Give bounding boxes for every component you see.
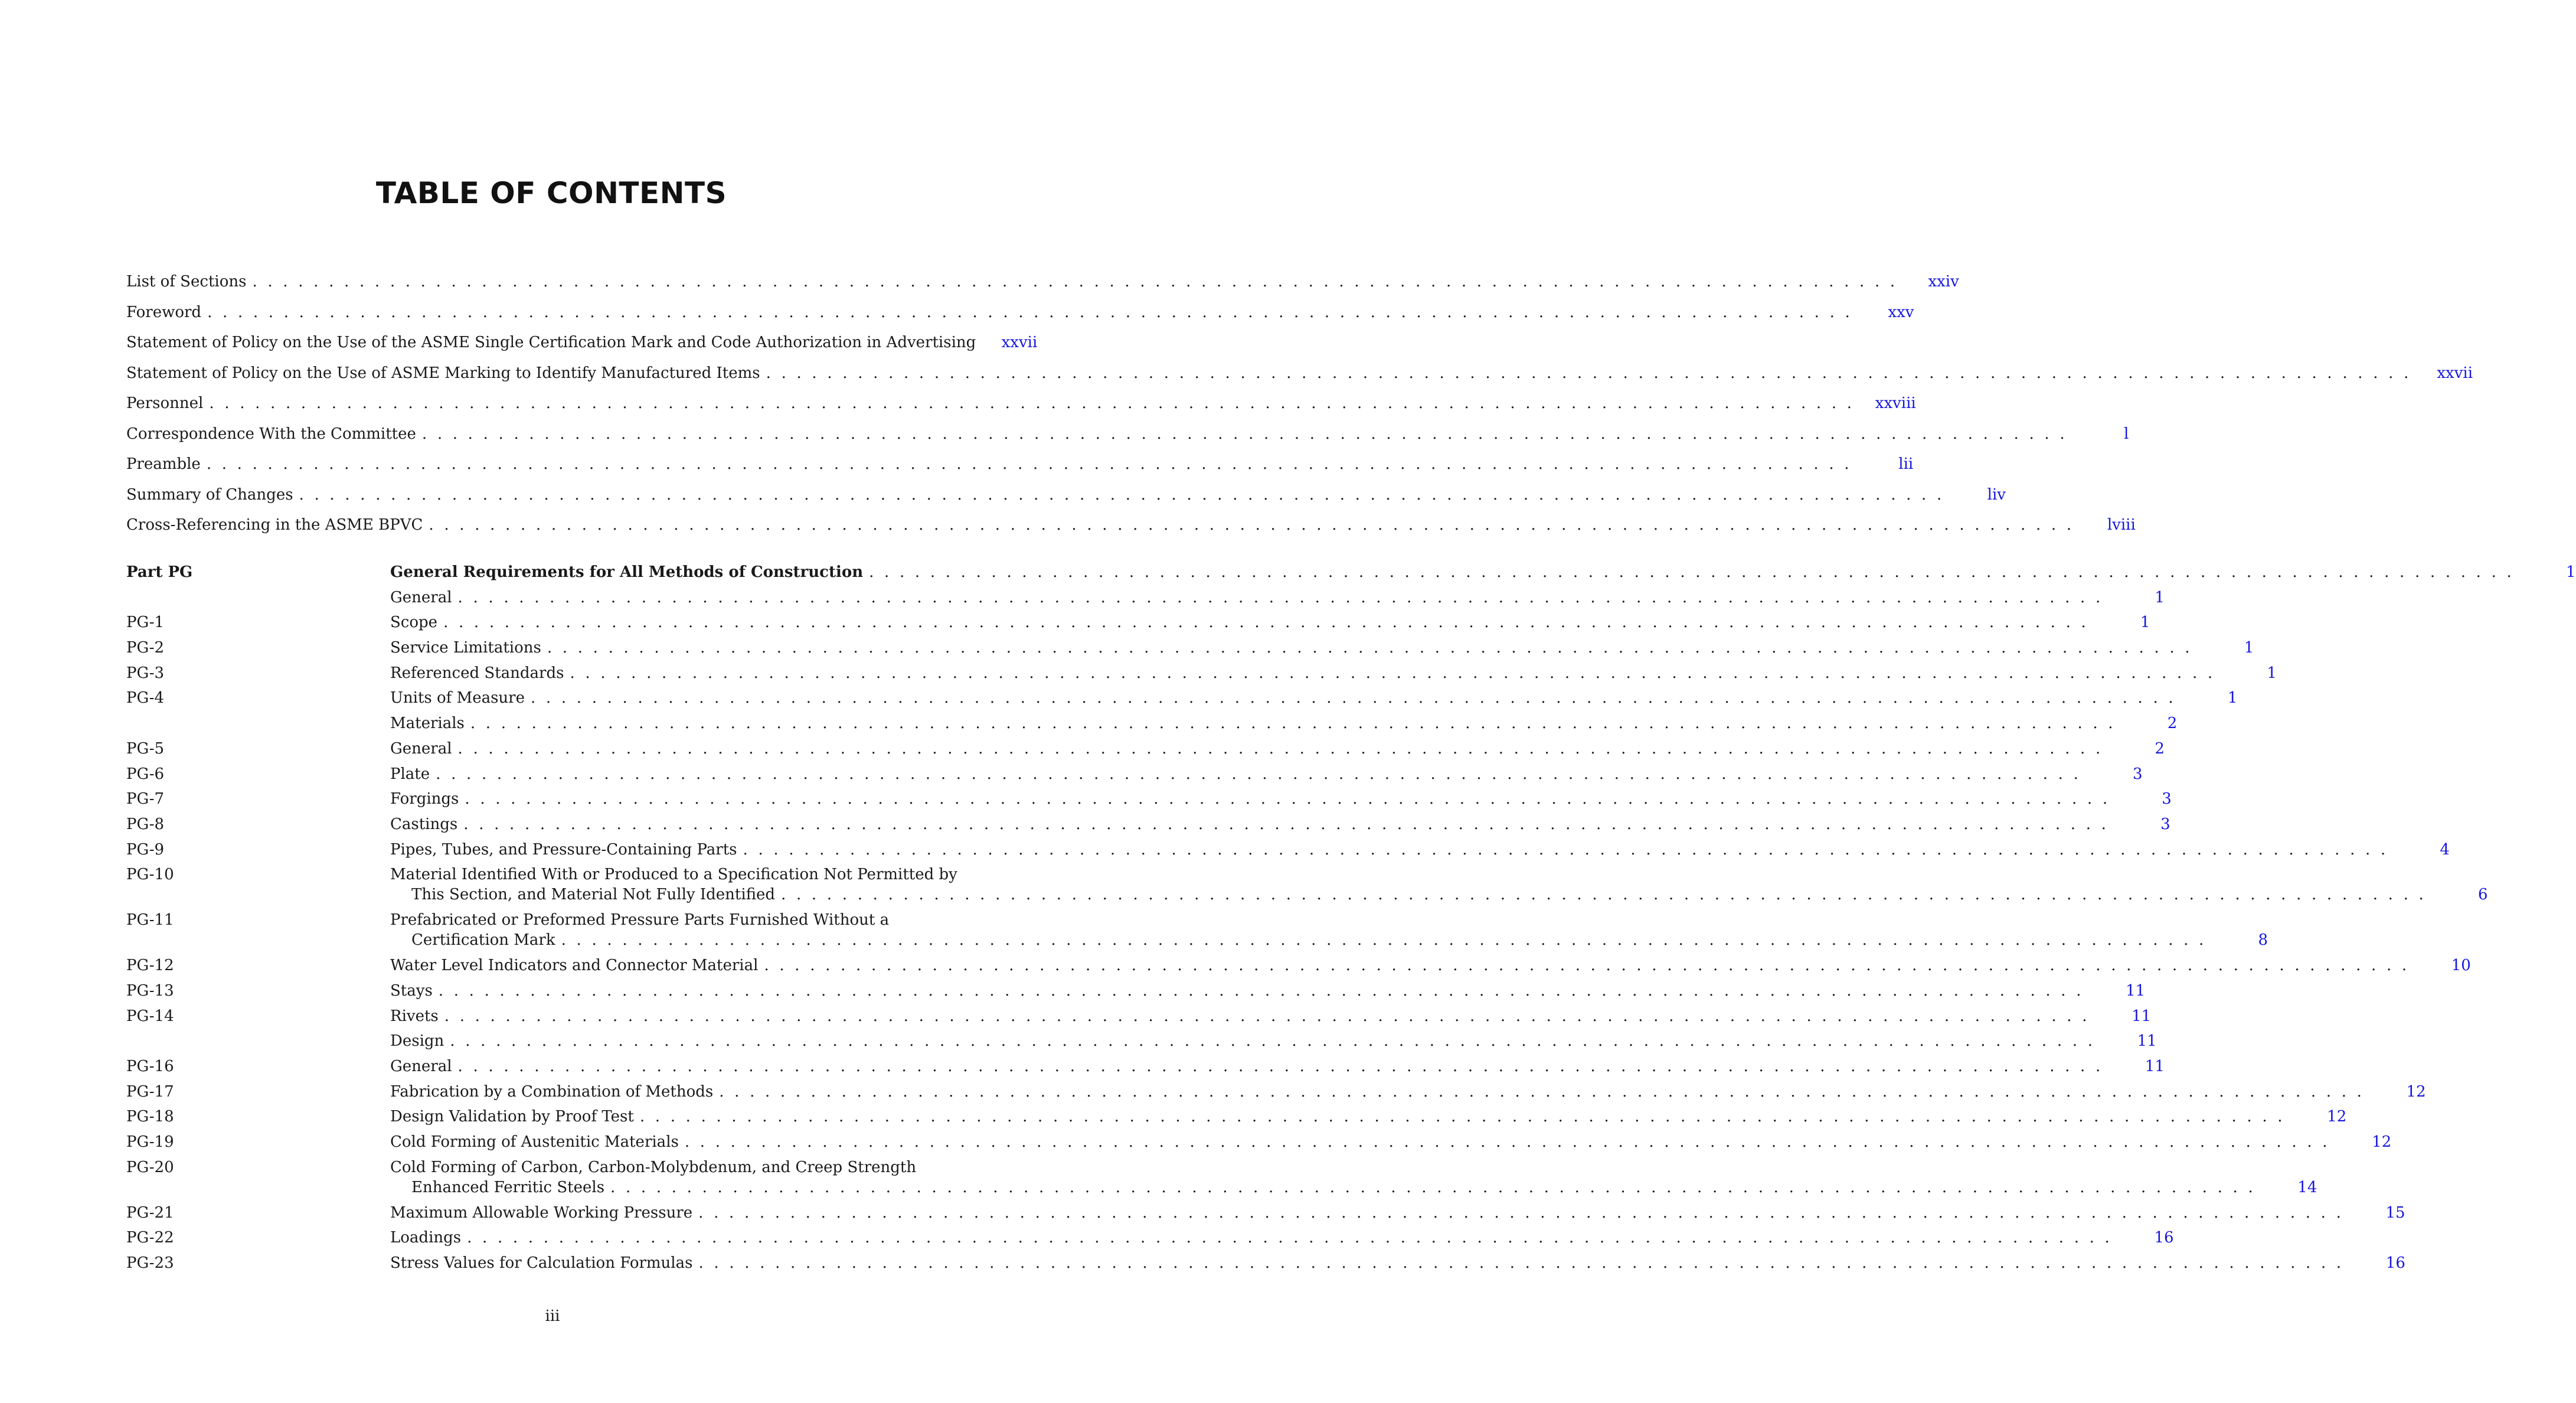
- dot-leader: [436, 764, 2081, 784]
- dot-leader: [444, 1006, 2090, 1026]
- page-link[interactable]: 12: [2406, 1082, 2426, 1101]
- page-link[interactable]: 11: [2145, 1058, 2165, 1075]
- page-link[interactable]: 15: [2385, 1203, 2405, 1222]
- page-link[interactable]: xxv: [1888, 303, 1914, 321]
- entry-label: Cold Forming of Austenitic Materials: [390, 1133, 679, 1151]
- section-id: PG-21: [126, 1203, 174, 1222]
- entry-label: Loadings: [390, 1229, 462, 1247]
- page-link[interactable]: 1: [2267, 664, 2277, 682]
- entry-label: Certification Mark: [411, 931, 555, 950]
- entry-label: Design Validation by Proof Test: [390, 1108, 634, 1126]
- dot-leader: [458, 1056, 2103, 1076]
- page-link[interactable]: lii: [1898, 455, 1914, 473]
- dot-leader: [547, 638, 2192, 658]
- toc-entry[interactable]: [126, 515, 2136, 546]
- entry-label: Enhanced Ferritic Steels: [411, 1178, 605, 1196]
- part-title: General Requirements for All Methods of Construction: [390, 563, 864, 581]
- page-link[interactable]: 12: [2327, 1108, 2347, 1126]
- toc-entry[interactable]: [126, 332, 1038, 363]
- dot-leader: [743, 840, 2388, 860]
- dot-leader: [698, 1253, 2343, 1273]
- entry-label: Cross-Referencing in the ASME BPVC: [126, 516, 423, 534]
- entry-label: List of Sections: [126, 273, 247, 291]
- toc-entry[interactable]: [126, 789, 2172, 814]
- dot-leader: [570, 663, 2215, 683]
- dot-leader: [531, 688, 2176, 708]
- page-title: TABLE OF CONTENTS: [375, 176, 727, 210]
- page-link[interactable]: xxiv: [1928, 273, 1959, 291]
- page-number-footer: iii: [545, 1307, 560, 1325]
- dot-leader: [299, 485, 1944, 505]
- page-link[interactable]: 2: [2167, 714, 2178, 733]
- dot-leader: [465, 789, 2110, 809]
- dot-leader: [458, 739, 2103, 759]
- toc-entry[interactable]: [126, 764, 2143, 789]
- dot-leader: [207, 454, 1852, 474]
- toc-entry[interactable]: [126, 1253, 2405, 1278]
- dot-leader: [764, 955, 2409, 975]
- dot-leader: [719, 1082, 2364, 1102]
- entry-label-line: Material Identified With or Produced to a Specification Not Permitted by: [390, 866, 957, 884]
- page-link[interactable]: 10: [2451, 957, 2471, 975]
- toc-entry[interactable]: [126, 1082, 2426, 1107]
- entry-label: Foreword: [126, 303, 202, 321]
- entry-label: Service Limitations: [390, 639, 541, 657]
- toc-entry[interactable]: [126, 713, 2178, 739]
- entry-label: This Section, and Material Not Fully Identified: [411, 886, 776, 904]
- page-link[interactable]: l: [2123, 425, 2129, 443]
- part-entries-list: [126, 562, 2576, 1278]
- page-link[interactable]: 1: [2227, 689, 2238, 707]
- page-link[interactable]: 14: [2297, 1178, 2317, 1196]
- page-link[interactable]: 1: [2565, 563, 2576, 581]
- toc-entry[interactable]: [126, 454, 1914, 485]
- page-link[interactable]: 12: [2372, 1133, 2392, 1151]
- section-id: PG-10: [126, 866, 174, 884]
- section-id: PG-23: [126, 1254, 174, 1273]
- page-link[interactable]: 3: [2133, 765, 2143, 783]
- section-id: PG-13: [126, 981, 174, 1000]
- entry-label: Stays: [390, 981, 433, 1000]
- dot-leader: [470, 713, 2116, 733]
- entry-label: Water Level Indicators and Connector Material: [390, 957, 759, 975]
- dot-leader: [463, 814, 2108, 834]
- section-id: PG-22: [126, 1229, 174, 1247]
- page-link[interactable]: lviii: [2107, 516, 2136, 534]
- dot-leader: [685, 1132, 2330, 1152]
- toc-entry[interactable]: [126, 955, 2471, 981]
- entry-label: Summary of Changes: [126, 485, 293, 504]
- toc-entry[interactable]: [126, 638, 2254, 663]
- toc-entry[interactable]: [126, 588, 2165, 613]
- toc-entry[interactable]: [126, 663, 2277, 689]
- toc-entry[interactable]: [126, 1132, 2392, 1157]
- entry-label: General: [390, 739, 452, 758]
- entry-label: Statement of Policy on the Use of ASME Marking to Identify Manufactured Items: [126, 364, 760, 382]
- dot-leader: [252, 272, 1897, 292]
- dot-leader: [422, 424, 2067, 444]
- entry-label: Personnel: [126, 394, 204, 412]
- toc-entry[interactable]: [126, 1203, 2405, 1228]
- entry-label: Plate: [390, 765, 430, 783]
- section-id: PG-3: [126, 664, 165, 682]
- dot-leader: [443, 612, 2088, 632]
- page-link[interactable]: 11: [2132, 1007, 2152, 1025]
- entry-label: General: [390, 588, 452, 606]
- dot-leader: [640, 1107, 2285, 1127]
- toc-entry[interactable]: [126, 1157, 2317, 1203]
- page-link[interactable]: 16: [2385, 1254, 2405, 1273]
- dot-leader: [610, 1177, 2255, 1198]
- section-id: PG-8: [126, 815, 165, 833]
- toc-entry[interactable]: [126, 1228, 2174, 1253]
- toc-entry[interactable]: [126, 864, 2488, 910]
- dot-leader: [439, 981, 2084, 1001]
- dot-leader: [698, 1203, 2343, 1223]
- entry-label: Design: [390, 1032, 444, 1050]
- dot-leader: [209, 393, 1854, 413]
- toc-entry[interactable]: [126, 814, 2170, 840]
- page-link[interactable]: 2: [2155, 739, 2165, 758]
- entry-label: Preamble: [126, 455, 201, 473]
- section-id: PG-5: [126, 739, 165, 758]
- section-id: PG-19: [126, 1133, 174, 1151]
- section-id: PG-12: [126, 957, 174, 975]
- toc-entry[interactable]: [126, 612, 2150, 638]
- entry-label: Referenced Standards: [390, 664, 564, 682]
- page-link[interactable]: 3: [2162, 790, 2172, 808]
- entry-label: General: [390, 1058, 452, 1075]
- page-link[interactable]: 8: [2258, 931, 2268, 950]
- entry-label: Materials: [390, 714, 465, 733]
- section-id: PG-9: [126, 840, 165, 859]
- dot-leader: [450, 1031, 2095, 1051]
- toc-entry[interactable]: [126, 688, 2238, 713]
- dot-leader: [561, 930, 2206, 950]
- entry-label: Forgings: [390, 790, 459, 808]
- section-id: PG-20: [126, 1158, 174, 1176]
- dot-leader: [458, 588, 2103, 608]
- toc-entry[interactable]: [126, 393, 1916, 424]
- toc-entry[interactable]: [126, 363, 2473, 394]
- section-id: PG-16: [126, 1058, 174, 1075]
- toc-entry[interactable]: [126, 1056, 2165, 1082]
- entry-label: Maximum Allowable Working Pressure: [390, 1203, 693, 1222]
- page-link[interactable]: xxvii: [2437, 364, 2473, 382]
- entry-label: Fabrication by a Combination of Methods: [390, 1082, 714, 1101]
- section-id: PG-1: [126, 614, 165, 632]
- entry-label: Statement of Policy on the Use of the ASME Single Certification Mark and Code Authorization in Advertising: [126, 334, 976, 351]
- dot-leader: [766, 363, 2411, 383]
- section-id: PG-4: [126, 689, 165, 707]
- toc-entry[interactable]: [126, 485, 2006, 515]
- part-heading-row[interactable]: [126, 562, 2576, 588]
- dot-leader: [429, 515, 2074, 535]
- entry-label: Pipes, Tubes, and Pressure-Containing Parts: [390, 840, 737, 859]
- dot-leader: [781, 885, 2426, 905]
- dot-leader: [869, 562, 2514, 582]
- section-id: PG-2: [126, 639, 165, 657]
- section-id: PG-11: [126, 911, 174, 929]
- dot-leader: [207, 302, 1852, 322]
- front-matter-list: [126, 272, 2473, 546]
- dot-leader: [467, 1228, 2112, 1248]
- page-link[interactable]: liv: [1987, 485, 2006, 504]
- section-id: PG-14: [126, 1007, 174, 1025]
- entry-label: Rivets: [390, 1007, 439, 1025]
- page-link[interactable]: 11: [2137, 1032, 2157, 1050]
- page-link[interactable]: 1: [2155, 588, 2165, 606]
- toc-entry[interactable]: [126, 981, 2146, 1006]
- page-link[interactable]: 3: [2160, 815, 2170, 833]
- page-link[interactable]: 11: [2126, 981, 2146, 1000]
- entry-label: Correspondence With the Committee: [126, 425, 416, 443]
- toc-entry[interactable]: [126, 1107, 2347, 1132]
- section-id: PG-17: [126, 1082, 174, 1101]
- page-link[interactable]: xxviii: [1875, 394, 1916, 412]
- toc-entry[interactable]: [126, 910, 2268, 955]
- page-link[interactable]: 6: [2477, 886, 2488, 904]
- entry-label-line: Prefabricated or Preformed Pressure Parts Furnished Without a: [390, 911, 890, 929]
- toc-entry[interactable]: [126, 1006, 2152, 1032]
- page-link[interactable]: 1: [2140, 614, 2150, 632]
- part-id: Part PG: [126, 563, 193, 581]
- entry-label-line: Cold Forming of Carbon, Carbon-Molybdenum, and Creep Strength: [390, 1158, 917, 1176]
- page-link[interactable]: 1: [2244, 639, 2254, 657]
- toc-entry[interactable]: [126, 739, 2165, 764]
- toc-entry[interactable]: [126, 302, 1914, 333]
- page-link[interactable]: 4: [2440, 840, 2450, 859]
- entry-label: Units of Measure: [390, 689, 525, 707]
- toc-entry[interactable]: [126, 272, 1959, 302]
- page-link[interactable]: xxvii: [1001, 334, 1038, 351]
- section-id: PG-18: [126, 1108, 174, 1126]
- entry-label: Castings: [390, 815, 458, 833]
- section-id: PG-6: [126, 765, 165, 783]
- entry-label: Stress Values for Calculation Formulas: [390, 1254, 693, 1273]
- section-id: PG-7: [126, 790, 165, 808]
- toc-entry[interactable]: [126, 424, 2129, 455]
- toc-entry[interactable]: [126, 840, 2450, 865]
- page-link[interactable]: 16: [2154, 1229, 2174, 1247]
- toc-entry[interactable]: [126, 1031, 2157, 1056]
- entry-label: Scope: [390, 614, 438, 632]
